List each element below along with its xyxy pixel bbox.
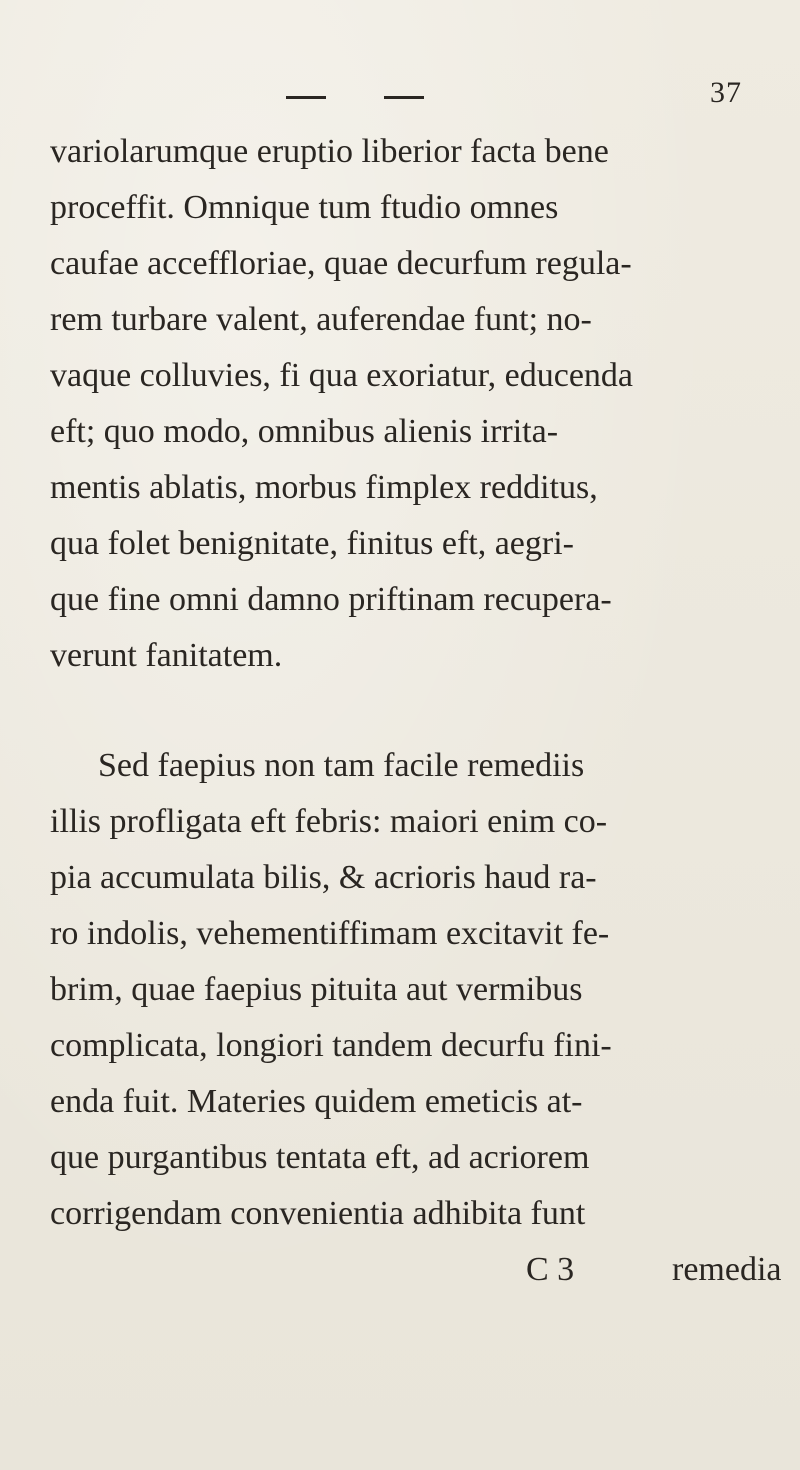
- text-line: illis profligata eft febris: maiori enim co-: [50, 803, 608, 840]
- text-line: caufae acceffloriae, quae decurfum regula-: [50, 245, 632, 282]
- text-line: Sed faepius non tam facile remediis: [98, 747, 585, 784]
- page-number: 37: [710, 76, 742, 109]
- text-line: eft; quo modo, omnibus alienis irrita-: [50, 413, 559, 450]
- text-line: que fine omni damno priftinam recupera-: [50, 581, 612, 618]
- text-line: qua folet benignitate, finitus eft, aegri-: [50, 525, 574, 562]
- text-line: variolarumque eruptio liberior facta bene: [50, 133, 609, 170]
- body-text: [36, 124, 782, 1298]
- text-line: pia accumulata bilis, & acrioris haud ra-: [50, 859, 597, 896]
- text-line: proceffit. Omnique tum ftudio omnes: [50, 189, 559, 226]
- text-line: enda fuit. Materies quidem emeticis at-: [50, 1083, 583, 1120]
- text-line: brim, quae faepius pituita aut vermibus: [50, 971, 583, 1008]
- header-dash-left: [286, 96, 326, 99]
- text-line: mentis ablatis, morbus fimplex redditus,: [50, 469, 598, 506]
- catchword: remedia: [672, 1251, 782, 1288]
- text-line: rem turbare valent, auferendae funt; no-: [50, 301, 592, 338]
- text-line: vaque colluvies, fi qua exoriatur, educenda: [50, 357, 634, 394]
- text-line: corrigendam convenientia adhibita funt: [50, 1195, 586, 1232]
- signature-mark: C 3: [526, 1251, 575, 1288]
- footer-row: [36, 1242, 782, 1298]
- paragraph-2: [36, 738, 778, 1242]
- paragraph-1: [36, 124, 778, 684]
- text-line: ro indolis, vehementiffimam excitavit fe-: [50, 915, 610, 952]
- text-line: que purgantibus tentata eft, ad acriorem: [50, 1139, 590, 1176]
- text-line: complicata, longiori tandem decurfu fini-: [50, 1027, 612, 1064]
- text-line: verunt fanitatem.: [50, 637, 283, 674]
- paragraph-gap: [36, 684, 778, 738]
- header-dash-right: [384, 96, 424, 99]
